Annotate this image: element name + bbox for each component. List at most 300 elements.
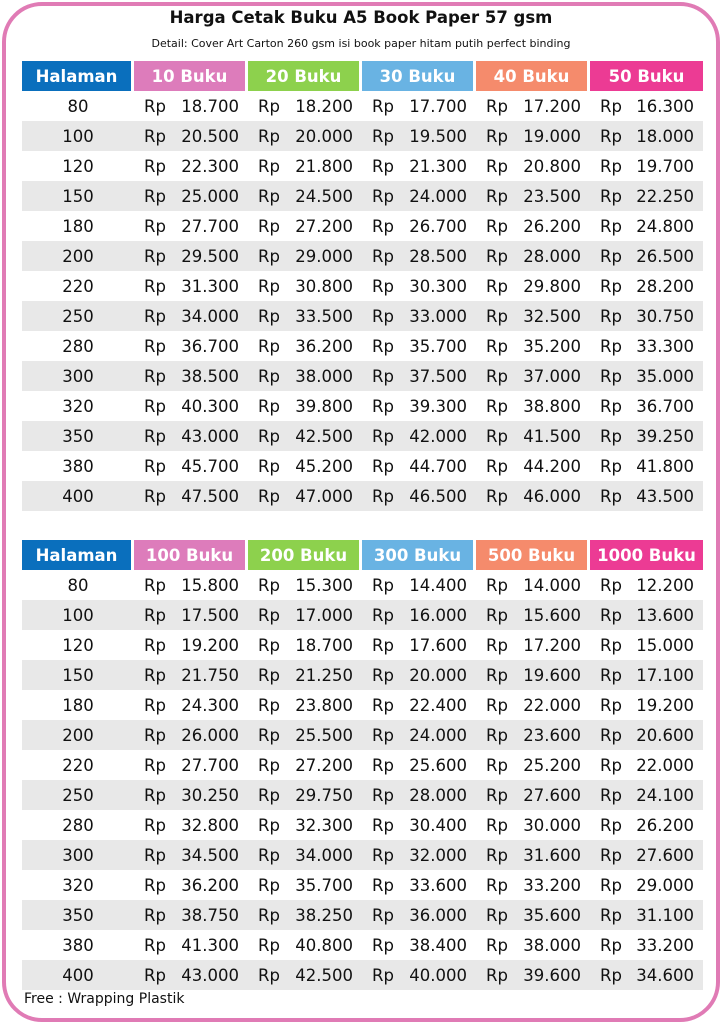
currency-label: Rp — [600, 336, 622, 356]
currency-label: Rp — [144, 396, 166, 416]
price-value: 27.700 — [181, 755, 239, 775]
price-cell — [476, 780, 590, 810]
price-cell — [476, 840, 590, 870]
price-value: 40.800 — [295, 935, 353, 955]
currency-label: Rp — [258, 366, 280, 386]
price-cell — [590, 840, 703, 870]
price-cell — [362, 660, 476, 690]
price-cell — [476, 301, 590, 331]
currency-label: Rp — [258, 306, 280, 326]
price-value: 26.200 — [523, 216, 581, 236]
currency-label: Rp — [258, 815, 280, 835]
price-cell — [362, 301, 476, 331]
price-cell — [476, 900, 590, 930]
currency-label: Rp — [600, 635, 622, 655]
page-count-cell: 280 — [62, 336, 94, 356]
price-value: 27.700 — [181, 216, 239, 236]
currency-label: Rp — [486, 875, 508, 895]
price-cell — [476, 870, 590, 900]
price-cell — [590, 660, 703, 690]
currency-label: Rp — [372, 246, 394, 266]
currency-label: Rp — [600, 905, 622, 925]
currency-label: Rp — [144, 665, 166, 685]
price-cell — [248, 181, 362, 211]
table-row — [22, 331, 703, 361]
currency-label: Rp — [258, 725, 280, 745]
table-row — [22, 451, 703, 481]
price-value: 23.800 — [295, 695, 353, 715]
currency-label: Rp — [144, 695, 166, 715]
currency-label: Rp — [600, 695, 622, 715]
currency-label: Rp — [144, 216, 166, 236]
currency-label: Rp — [486, 306, 508, 326]
page-subtitle: Detail: Cover Art Carton 260 gsm isi book paper hitam putih perfect binding — [151, 37, 571, 50]
price-cell — [362, 421, 476, 451]
price-cell — [590, 900, 703, 930]
currency-label: Rp — [144, 126, 166, 146]
price-cell — [476, 331, 590, 361]
price-cell — [134, 271, 248, 301]
price-cell — [248, 690, 362, 720]
price-value: 35.700 — [409, 336, 467, 356]
page-count-cell: 350 — [22, 900, 134, 930]
currency-label: Rp — [600, 456, 622, 476]
currency-label: Rp — [258, 755, 280, 775]
currency-label: Rp — [372, 456, 394, 476]
currency-label: Rp — [600, 935, 622, 955]
price-cell — [248, 750, 362, 780]
price-cell — [476, 960, 590, 990]
price-cell — [134, 361, 248, 391]
price-cell — [362, 900, 476, 930]
currency-label: Rp — [258, 935, 280, 955]
price-value: 39.800 — [295, 396, 353, 416]
price-cell — [362, 451, 476, 481]
header-quantity: 30 Buku — [362, 61, 476, 91]
currency-label: Rp — [486, 695, 508, 715]
price-cell — [362, 840, 476, 870]
page-count-cell: 250 — [22, 301, 134, 331]
currency-label: Rp — [144, 605, 166, 625]
price-cell — [134, 91, 248, 121]
price-cell — [248, 241, 362, 271]
table-row — [22, 810, 703, 840]
price-value: 26.000 — [181, 725, 239, 745]
price-value: 36.200 — [181, 875, 239, 895]
price-value: 31.100 — [636, 905, 694, 925]
table-row — [22, 391, 703, 421]
table-row — [22, 750, 703, 780]
price-value: 38.250 — [295, 905, 353, 925]
price-cell — [362, 481, 476, 511]
price-cell — [476, 121, 590, 151]
price-value: 27.200 — [295, 755, 353, 775]
price-value: 17.500 — [181, 605, 239, 625]
price-value: 22.400 — [409, 695, 467, 715]
price-cell — [590, 361, 703, 391]
price-cell — [476, 810, 590, 840]
price-cell — [134, 181, 248, 211]
currency-label: Rp — [372, 336, 394, 356]
price-value: 15.300 — [295, 575, 353, 595]
price-value: 22.000 — [523, 695, 581, 715]
price-value: 34.000 — [295, 845, 353, 865]
price-cell — [248, 570, 362, 600]
price-cell — [362, 211, 476, 241]
price-cell — [362, 960, 476, 990]
currency-label: Rp — [486, 426, 508, 446]
currency-label: Rp — [258, 276, 280, 296]
price-cell — [134, 211, 248, 241]
price-cell — [476, 271, 590, 301]
currency-label: Rp — [486, 575, 508, 595]
header-halaman: Halaman — [22, 61, 134, 91]
table-row — [22, 630, 703, 660]
currency-label: Rp — [486, 126, 508, 146]
price-value: 41.500 — [523, 426, 581, 446]
price-cell — [248, 331, 362, 361]
price-value: 17.700 — [409, 96, 467, 116]
currency-label: Rp — [600, 815, 622, 835]
price-value: 41.300 — [181, 935, 239, 955]
price-value: 32.000 — [409, 845, 467, 865]
price-value: 27.200 — [295, 216, 353, 236]
price-cell — [362, 391, 476, 421]
price-value: 29.000 — [636, 875, 694, 895]
price-cell — [590, 121, 703, 151]
price-cell — [248, 780, 362, 810]
price-value: 38.400 — [409, 935, 467, 955]
header-quantity: 10 Buku — [134, 61, 248, 91]
currency-label: Rp — [144, 815, 166, 835]
page-count-cell: 220 — [62, 276, 94, 296]
table-row — [22, 121, 703, 151]
currency-label: Rp — [486, 635, 508, 655]
price-cell — [590, 421, 703, 451]
price-value: 36.700 — [636, 396, 694, 416]
price-cell — [248, 421, 362, 451]
price-cell — [590, 690, 703, 720]
price-cell — [134, 900, 248, 930]
table-row — [22, 421, 703, 451]
price-cell — [134, 810, 248, 840]
price-cell — [134, 930, 248, 960]
price-value: 35.000 — [636, 366, 694, 386]
table-row — [22, 151, 703, 181]
header-quantity: 300 Buku — [362, 540, 476, 570]
currency-label: Rp — [258, 396, 280, 416]
currency-label: Rp — [372, 396, 394, 416]
price-cell — [476, 241, 590, 271]
price-value: 18.700 — [181, 96, 239, 116]
price-cell — [134, 421, 248, 451]
currency-label: Rp — [372, 935, 394, 955]
price-cell — [248, 361, 362, 391]
table-row — [22, 481, 703, 511]
price-value: 12.200 — [636, 575, 694, 595]
price-cell — [590, 570, 703, 600]
price-cell — [476, 391, 590, 421]
currency-label: Rp — [144, 456, 166, 476]
price-value: 22.250 — [636, 186, 694, 206]
price-value: 41.800 — [636, 456, 694, 476]
price-cell — [476, 720, 590, 750]
currency-label: Rp — [372, 875, 394, 895]
currency-label: Rp — [372, 96, 394, 116]
price-value: 47.000 — [295, 486, 353, 506]
price-value: 30.250 — [181, 785, 239, 805]
price-cell — [134, 840, 248, 870]
currency-label: Rp — [372, 905, 394, 925]
price-cell — [248, 481, 362, 511]
currency-label: Rp — [600, 875, 622, 895]
price-cell — [362, 91, 476, 121]
price-cell — [590, 720, 703, 750]
price-cell — [476, 750, 590, 780]
price-cell — [362, 361, 476, 391]
header-quantity: 100 Buku — [134, 540, 248, 570]
currency-label: Rp — [486, 276, 508, 296]
price-cell — [362, 151, 476, 181]
price-value: 43.000 — [181, 965, 239, 985]
header-quantity: 50 Buku — [590, 61, 703, 91]
currency-label: Rp — [372, 695, 394, 715]
currency-label: Rp — [486, 965, 508, 985]
currency-label: Rp — [258, 96, 280, 116]
price-cell — [362, 570, 476, 600]
price-value: 42.500 — [295, 965, 353, 985]
price-value: 27.600 — [523, 785, 581, 805]
price-cell — [248, 930, 362, 960]
price-table-small-quantity — [22, 61, 703, 511]
price-cell — [590, 241, 703, 271]
price-value: 28.000 — [523, 246, 581, 266]
price-cell — [134, 750, 248, 780]
currency-label: Rp — [144, 276, 166, 296]
currency-label: Rp — [258, 665, 280, 685]
table-row — [22, 301, 703, 331]
price-value: 30.400 — [409, 815, 467, 835]
page-count-cell: 220 — [62, 755, 94, 775]
currency-label: Rp — [372, 665, 394, 685]
price-value: 23.600 — [523, 725, 581, 745]
currency-label: Rp — [372, 216, 394, 236]
price-value: 36.200 — [295, 336, 353, 356]
price-cell — [476, 481, 590, 511]
price-cell — [590, 211, 703, 241]
currency-label: Rp — [144, 186, 166, 206]
price-cell — [590, 750, 703, 780]
currency-label: Rp — [372, 276, 394, 296]
price-value: 33.200 — [636, 935, 694, 955]
currency-label: Rp — [144, 845, 166, 865]
currency-label: Rp — [258, 845, 280, 865]
price-cell — [134, 630, 248, 660]
page-count-cell: 300 — [22, 840, 134, 870]
currency-label: Rp — [486, 486, 508, 506]
price-value: 28.200 — [636, 276, 694, 296]
price-cell — [590, 960, 703, 990]
price-value: 18.200 — [295, 96, 353, 116]
price-value: 17.600 — [409, 635, 467, 655]
price-value: 30.000 — [523, 815, 581, 835]
table-row — [22, 570, 703, 600]
currency-label: Rp — [258, 635, 280, 655]
currency-label: Rp — [372, 785, 394, 805]
page-count-cell: 280 — [62, 815, 94, 835]
price-value: 20.600 — [636, 725, 694, 745]
header-quantity: 20 Buku — [248, 61, 362, 91]
currency-label: Rp — [144, 905, 166, 925]
currency-label: Rp — [600, 426, 622, 446]
price-cell — [476, 181, 590, 211]
currency-label: Rp — [600, 605, 622, 625]
price-cell — [362, 930, 476, 960]
price-value: 18.700 — [295, 635, 353, 655]
price-value: 34.000 — [181, 306, 239, 326]
currency-label: Rp — [600, 216, 622, 236]
price-value: 31.600 — [523, 845, 581, 865]
currency-label: Rp — [600, 755, 622, 775]
currency-label: Rp — [144, 785, 166, 805]
price-cell — [590, 630, 703, 660]
price-cell — [476, 451, 590, 481]
price-value: 17.000 — [295, 605, 353, 625]
currency-label: Rp — [144, 96, 166, 116]
price-cell — [248, 151, 362, 181]
currency-label: Rp — [372, 635, 394, 655]
price-value: 25.600 — [409, 755, 467, 775]
page-count-cell: 150 — [22, 660, 134, 690]
price-cell — [134, 481, 248, 511]
price-cell — [590, 600, 703, 630]
currency-label: Rp — [258, 965, 280, 985]
currency-label: Rp — [600, 246, 622, 266]
price-value: 46.500 — [409, 486, 467, 506]
price-cell — [134, 451, 248, 481]
currency-label: Rp — [258, 456, 280, 476]
price-value: 40.000 — [409, 965, 467, 985]
currency-label: Rp — [258, 156, 280, 176]
currency-label: Rp — [600, 845, 622, 865]
currency-label: Rp — [486, 336, 508, 356]
price-table-large-quantity — [22, 540, 703, 990]
price-value: 22.300 — [181, 156, 239, 176]
price-value: 47.500 — [181, 486, 239, 506]
price-value: 20.800 — [523, 156, 581, 176]
price-value: 19.200 — [636, 695, 694, 715]
page-count-cell: 180 — [62, 695, 94, 715]
page-count-cell: 80 — [67, 575, 89, 595]
page-title: Harga Cetak Buku A5 Book Paper 57 gsm — [169, 8, 553, 27]
price-value: 24.100 — [636, 785, 694, 805]
price-value: 29.000 — [295, 246, 353, 266]
currency-label: Rp — [486, 605, 508, 625]
price-value: 29.500 — [181, 246, 239, 266]
price-cell — [476, 570, 590, 600]
header-quantity: 40 Buku — [476, 61, 590, 91]
currency-label: Rp — [372, 366, 394, 386]
currency-label: Rp — [486, 246, 508, 266]
price-cell — [134, 960, 248, 990]
price-value: 39.250 — [636, 426, 694, 446]
page-count-cell: 380 — [62, 456, 94, 476]
price-cell — [362, 750, 476, 780]
currency-label: Rp — [486, 665, 508, 685]
price-value: 17.200 — [523, 96, 581, 116]
table-row — [22, 271, 703, 301]
page-count-cell: 400 — [22, 481, 134, 511]
currency-label: Rp — [486, 186, 508, 206]
currency-label: Rp — [600, 486, 622, 506]
price-value: 29.750 — [295, 785, 353, 805]
currency-label: Rp — [372, 126, 394, 146]
price-cell — [590, 151, 703, 181]
price-cell — [248, 660, 362, 690]
price-cell — [134, 121, 248, 151]
currency-label: Rp — [486, 935, 508, 955]
price-value: 35.700 — [295, 875, 353, 895]
price-value: 21.750 — [181, 665, 239, 685]
currency-label: Rp — [372, 815, 394, 835]
currency-label: Rp — [372, 186, 394, 206]
price-cell — [362, 121, 476, 151]
table-row — [22, 870, 703, 900]
price-cell — [134, 241, 248, 271]
currency-label: Rp — [144, 875, 166, 895]
price-cell — [476, 630, 590, 660]
price-cell — [248, 600, 362, 630]
price-cell — [248, 720, 362, 750]
page-count-cell: 80 — [67, 96, 89, 116]
price-cell — [248, 91, 362, 121]
price-value: 37.000 — [523, 366, 581, 386]
currency-label: Rp — [258, 186, 280, 206]
table-row — [22, 181, 703, 211]
currency-label: Rp — [486, 815, 508, 835]
price-cell — [248, 301, 362, 331]
currency-label: Rp — [600, 575, 622, 595]
price-value: 33.500 — [295, 306, 353, 326]
price-value: 38.000 — [523, 935, 581, 955]
price-value: 19.700 — [636, 156, 694, 176]
price-value: 40.300 — [181, 396, 239, 416]
price-cell — [248, 451, 362, 481]
price-value: 35.200 — [523, 336, 581, 356]
currency-label: Rp — [486, 725, 508, 745]
page-count-cell: 100 — [22, 121, 134, 151]
price-value: 24.800 — [636, 216, 694, 236]
price-cell — [590, 91, 703, 121]
currency-label: Rp — [486, 785, 508, 805]
page-count-cell: 100 — [22, 600, 134, 630]
price-value: 24.500 — [295, 186, 353, 206]
currency-label: Rp — [258, 246, 280, 266]
currency-label: Rp — [600, 665, 622, 685]
price-value: 24.000 — [409, 725, 467, 745]
price-value: 13.600 — [636, 605, 694, 625]
currency-label: Rp — [144, 306, 166, 326]
currency-label: Rp — [372, 306, 394, 326]
price-cell — [248, 391, 362, 421]
currency-label: Rp — [258, 875, 280, 895]
price-value: 38.800 — [523, 396, 581, 416]
currency-label: Rp — [258, 905, 280, 925]
currency-label: Rp — [600, 276, 622, 296]
price-cell — [476, 660, 590, 690]
price-value: 43.500 — [636, 486, 694, 506]
price-value: 25.200 — [523, 755, 581, 775]
